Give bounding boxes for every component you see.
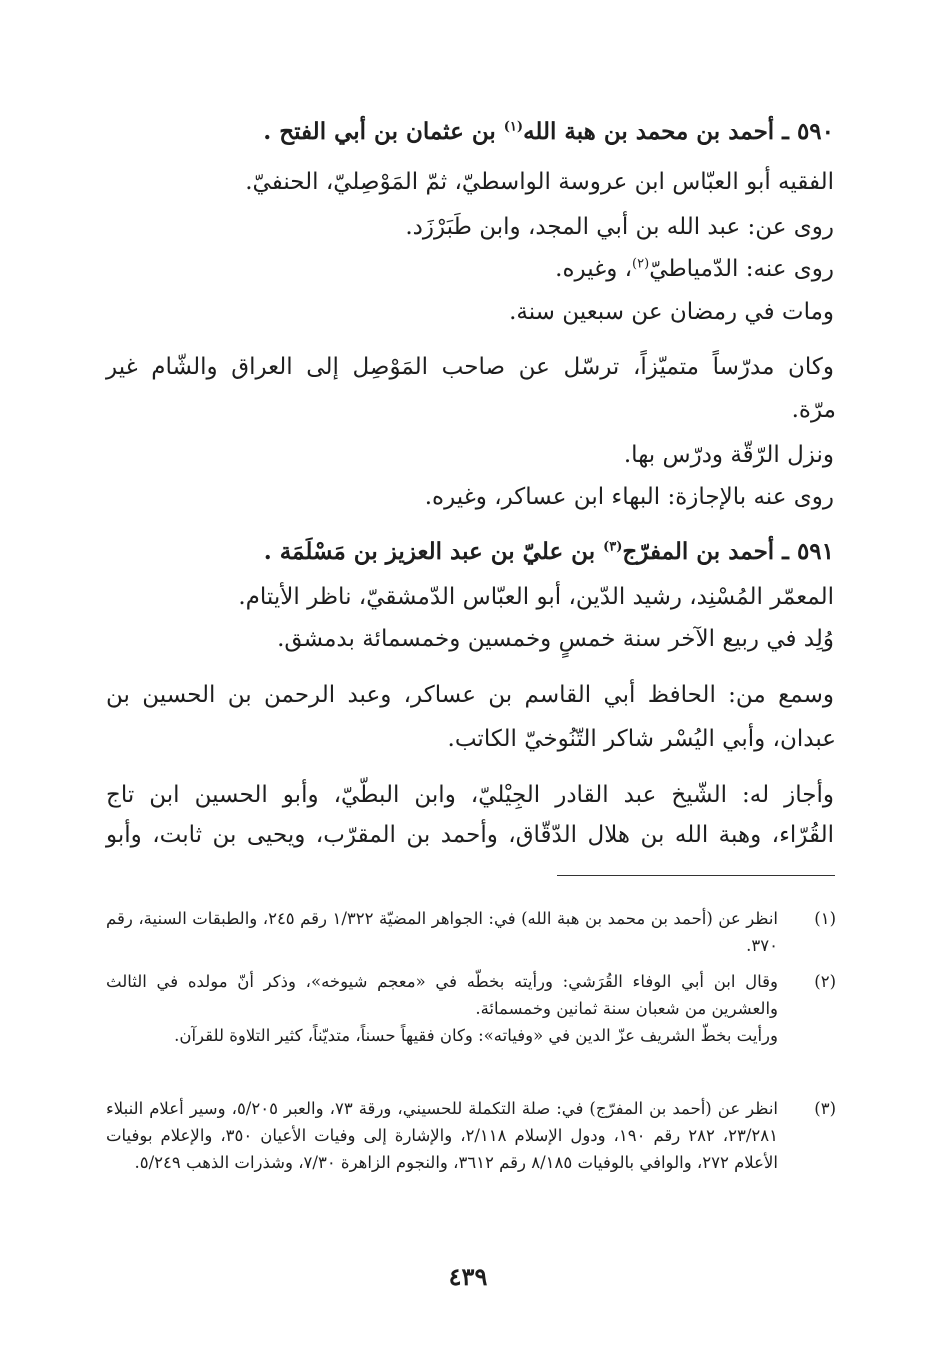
entry-590-line: ومات في رمضان عن سبعين سنة.: [509, 299, 834, 325]
entry-590-line: الفقيه أبو العبّاس ابن عروسة الواسطيّ، ثمّ المَوْصِليّ، الحنفيّ.: [245, 169, 834, 195]
footnote-ref-1: (١): [503, 119, 524, 135]
entry-591-line: وُلِد في ربيع الآخر سنة خمسٍ وخمسين وخمسمائة بدمشق.: [277, 626, 834, 652]
footnote-text: انظر عن (أحمد بن المفرّج) في: صلة التكملة للحسيني، ورقة ٧٣، والعبر ٥/٢٠٥، وسير أعلام النبلاء ٢٣/٢٨١، ٢٨٢ رقم ١٩٠، ودول الإسلام ٢/١١٨، والإشارة إلى وفيات الأعيان ٣٥٠، والإعلام بوفيات الأعلام ٢٧٢، والوافي بالوفيات ٨/١٨٥ رقم ٣٦١٢، والنجوم الزاهرة ٧/٣٠، وشذرات الذهب ٥/٢٤٩.: [106, 1099, 779, 1172]
entry-591-line: وأجاز له: الشّيخ عبد القادر الجِيْليّ، وابن البطّيّ، وأبو الحسين ابن تاج: [106, 782, 834, 808]
footnote-2: [106, 968, 836, 1049]
entry-591-line: المعمّر المُسْنِد، رشيد الدّين، أبو العبّاس الدّمشقيّ، ناظر الأيتام.: [238, 584, 834, 610]
entry-590-line: وكان مدرّساً متميّزاً، ترسّل عن صاحب المَوْصِل إلى العراق والشّام غير: [106, 354, 834, 380]
entry-590-line: مرّة.: [791, 397, 836, 423]
footnote-number: (٣): [814, 1099, 836, 1118]
footnote-3: [106, 1095, 836, 1176]
entry-590-heading: ٥٩٠ ـ أحمد بن محمد بن هبة الله$^{(١)}$ بن عثمان بن أبي الفتح .: [263, 118, 834, 145]
entry-591-line: القُرّاء، وهبة الله بن هلال الدّقّاق، وأحمد بن المقرّب، ويحيى بن ثابت، وأبو: [106, 822, 834, 848]
entry-591-heading: ٥٩١ ـ أحمد بن المفرّج$^{(٣)}$ بن عليّ بن عبد العزيز بن مَسْلَمَة .: [263, 538, 834, 565]
entry-590-line: روى عنه بالإجازة: البهاء ابن عساكر، وغيره.: [424, 484, 834, 510]
entry-590-line: روى عنه: الدّمياطيّ$^{(٢)}$، وغيره.: [555, 256, 834, 282]
entry-590-line: روى عن: عبد الله بن أبي المجد، وابن طَبَرْزَد.: [405, 214, 834, 240]
page-number: ٤٣٩: [448, 1262, 488, 1291]
footnote-text: وقال ابن أبي الوفاء القُرَشي: ورأيته بخطّه في «معجم شيوخه»، وذكر أنّ مولده في الثالث والعشرين من شعبان سنة ثمانين وخمسمائة.: [106, 972, 778, 1018]
entry-590-line: ونزل الرّقّة ودرّس بها.: [623, 442, 834, 468]
footnote-ref-3: (٣): [603, 539, 623, 555]
entry-591-line: عبدان، وأبي اليُسْر شاكر التّنُوخيّ الكاتب.: [447, 726, 836, 752]
footnote-separator: [557, 875, 835, 876]
footnote-text: ورأيت بخطّ الشريف عزّ الدين في «وفياته»: وكان فقيهاً حسناً، متديّناً، كثير التلاوة للقرآن.: [174, 1026, 778, 1045]
footnote-text: انظر عن (أحمد بن محمد بن هبة الله) في: الجواهر المضيّة ١/٣٢٢ رقم ٢٤٥، والطبقات السنية، رقم ٣٧٠.: [106, 909, 779, 955]
footnote-1: [106, 905, 836, 959]
footnote-number: (١): [814, 909, 836, 928]
footnote-number: (٢): [814, 972, 836, 991]
footnote-ref-2: (٢): [632, 256, 650, 272]
entry-591-line: وسمع من: الحافظ أبي القاسم بن عساكر، وعبد الرحمن بن الحسين بن: [106, 682, 834, 708]
